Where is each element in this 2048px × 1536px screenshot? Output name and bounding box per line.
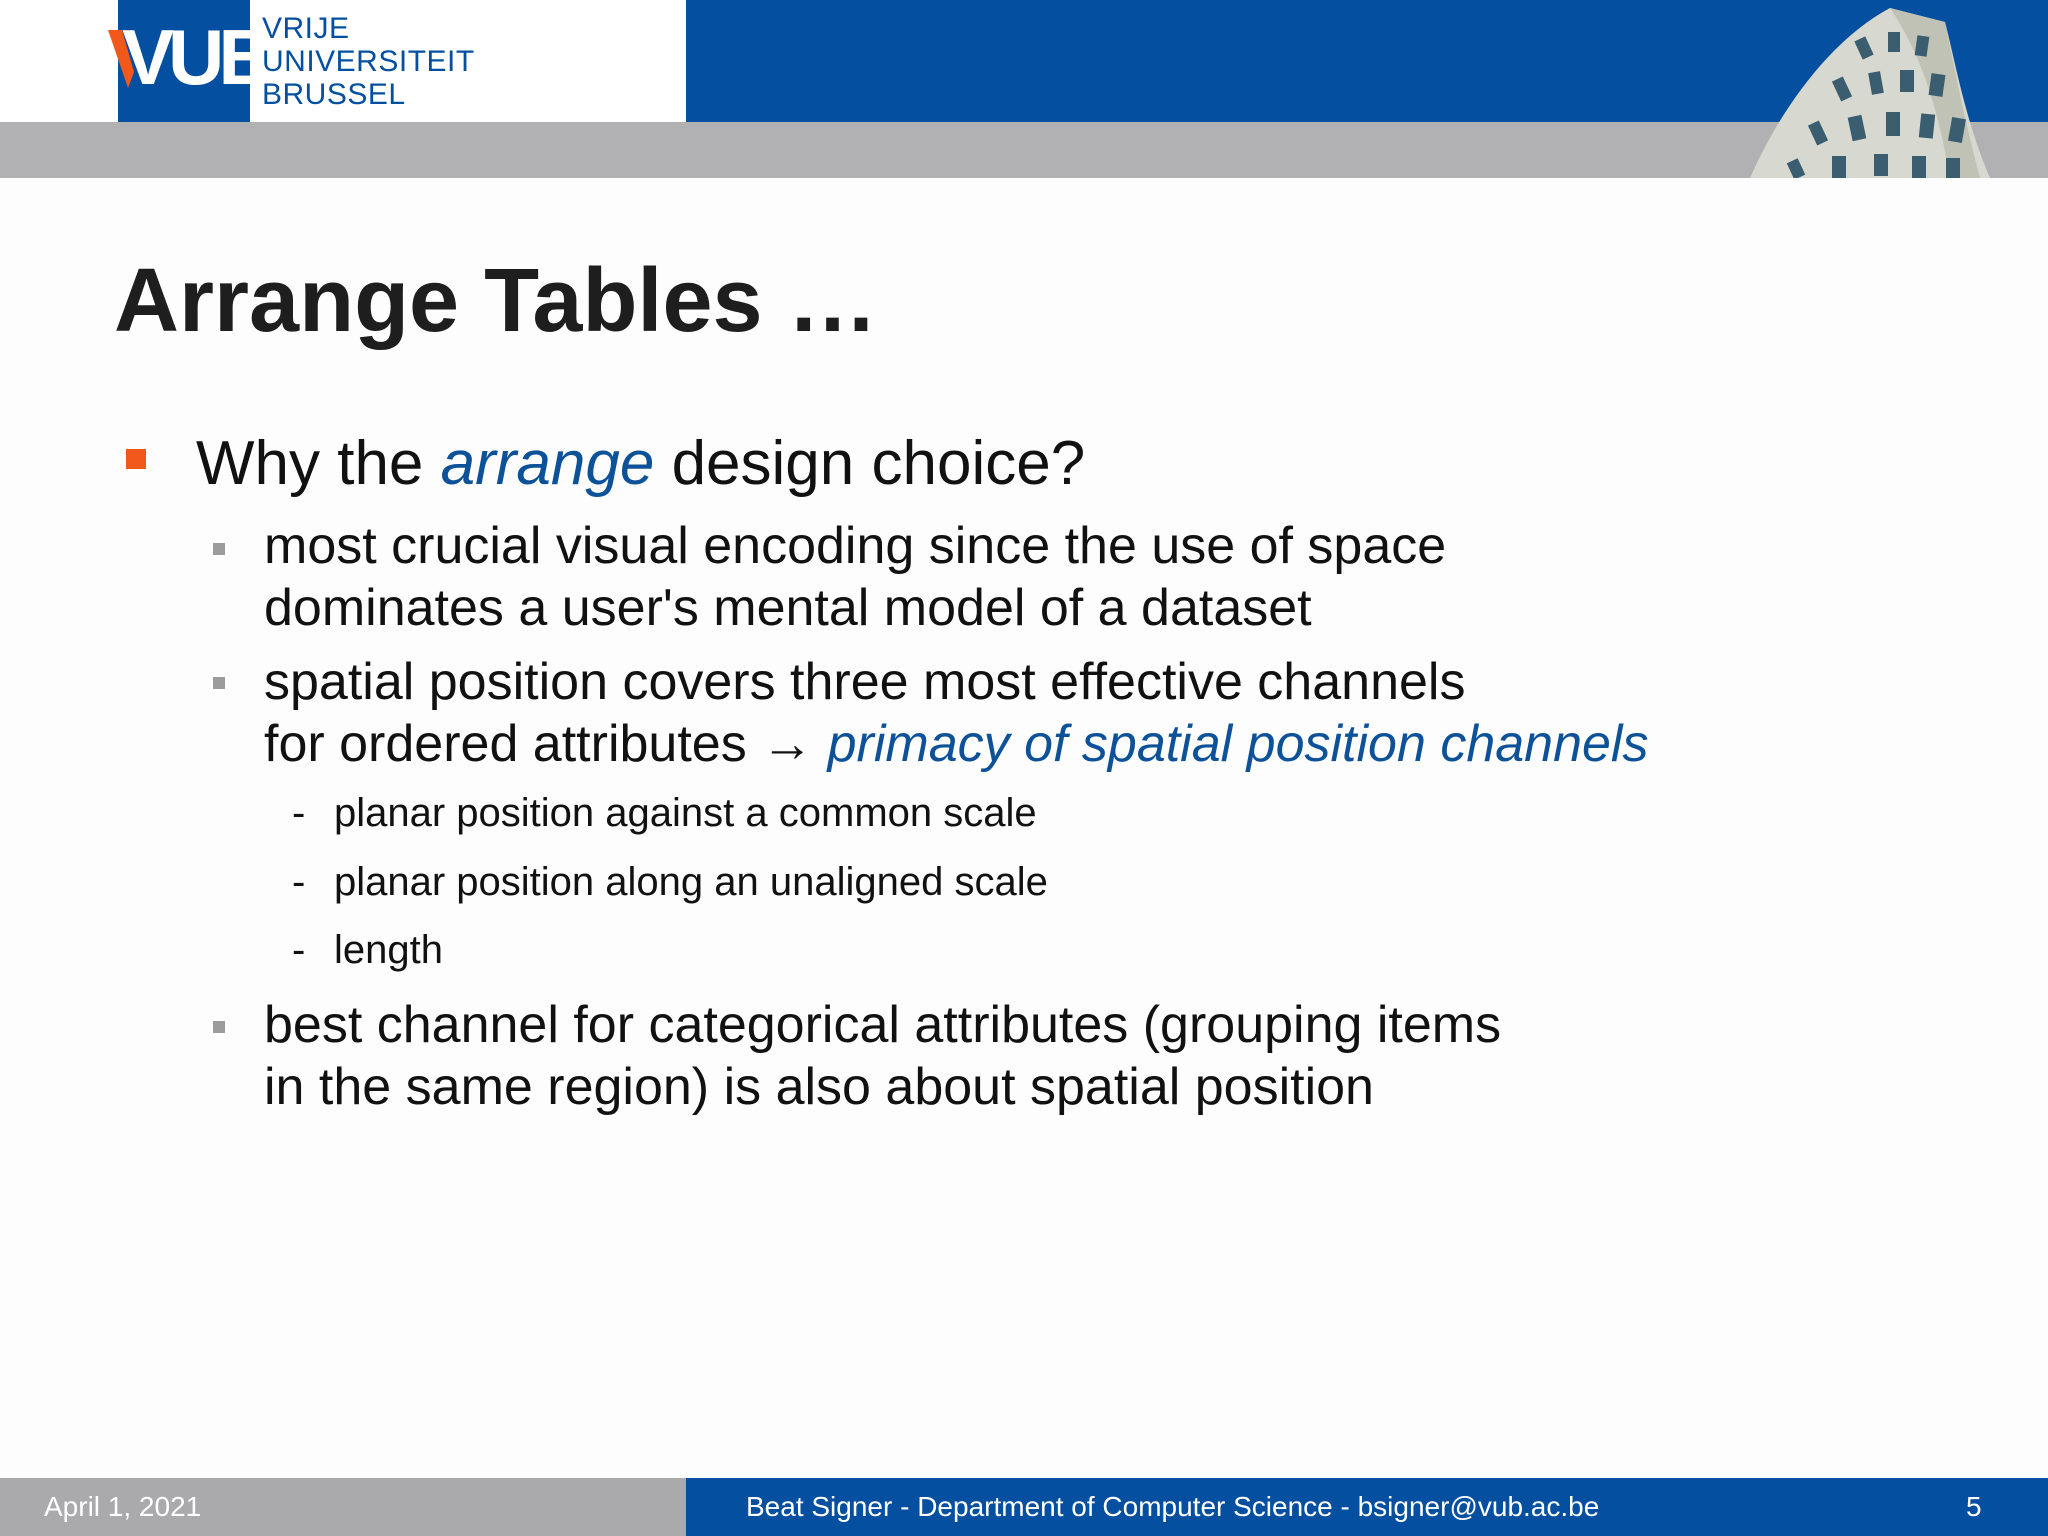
sub-bullet-icon <box>213 543 225 555</box>
sub-bullet-text: best channel for categorical attributes (grouping items <box>264 996 1502 1054</box>
bullet-text: Why the <box>196 429 441 498</box>
footer-date: April 1, 2021 <box>44 1491 202 1522</box>
arrow-icon: → <box>761 715 814 773</box>
slide-title: Arrange Tables … <box>114 251 878 351</box>
subsub-text: length <box>334 928 443 972</box>
sub-bullet-text: dominates a user's mental model of a dataset <box>264 579 1312 637</box>
subsub-text: planar position against a common scale <box>334 791 1037 835</box>
university-line: VRIJE <box>262 12 350 45</box>
sub-bullet-icon <box>213 1021 225 1033</box>
footer-author: Beat Signer - Department of Computer Science - bsigner@vub.ac.be <box>746 1491 1600 1522</box>
vub-logo <box>108 0 475 122</box>
building-photo-icon <box>1740 0 2000 178</box>
university-name <box>262 12 475 111</box>
bullet-level1 <box>196 428 1085 499</box>
logo-mark: VUB <box>122 13 269 101</box>
dash-bullet: - <box>292 860 306 904</box>
university-line: UNIVERSITEIT <box>262 45 475 78</box>
emphasis-text: primacy of spatial position channels <box>827 715 1649 773</box>
sub-bullet-text-arrow <box>264 713 1649 775</box>
subsub-text: planar position along an unaligned scale <box>334 860 1048 904</box>
page-number: 5 <box>1966 1491 1982 1522</box>
bullet-square-icon <box>126 449 146 469</box>
sub-bullet-text: for ordered attributes <box>264 715 762 773</box>
sub-bullet-icon <box>213 677 225 689</box>
bullet-text: design choice? <box>654 429 1086 498</box>
sub-bullet-text: in the same region) is also about spatial position <box>264 1058 1374 1116</box>
emphasis-text: arrange <box>440 429 655 498</box>
sub-bullet-text: spatial position covers three most effective channels <box>264 653 1466 711</box>
university-line: BRUSSEL <box>262 78 406 111</box>
dash-bullet: - <box>292 928 306 972</box>
sub-bullet-text: most crucial visual encoding since the use of space <box>264 517 1447 575</box>
dash-bullet: - <box>292 791 306 835</box>
